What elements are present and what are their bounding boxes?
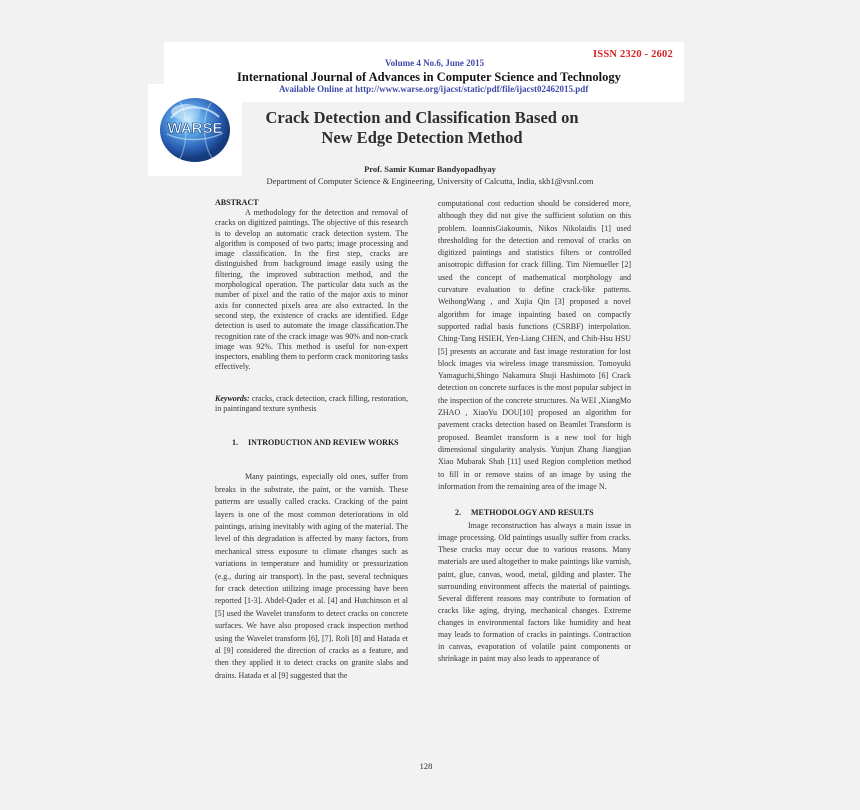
online-availability-link[interactable]: Available Online at http://www.warse.org/ijacst/static/pdf/file/ijacst02462015.pdf <box>279 84 589 94</box>
author-affiliation: Department of Computer Science & Engineering, University of Calcutta, India, skb1@vsnl.com <box>266 176 594 186</box>
introduction-text: Many paintings, especially old ones, suffer from breaks in the substrate, the paint, or the varnish. These patterns are usually called cracks. Cracking of the paint layers is one of the most common deteriorations in old paintings, arising inevitably with aging of the material. The level of this degradation is affected by many factors, from mechanical stress exposure to climate changes such as variations in temperature and humidity or pressurization (e.g., during air transport). In the past, several techniques for crack detection utilizing image processing have been reported [1-3]. Abdel-Qader et al. [4] and Hutchinson et al [5] used the Wavelet transform to detect cracks on concrete surfaces. We have also proposed crack inspection method using the Wavelet transform [6], [7]. Roli [8] and Hatada et al [9] considered the direction of cracks as a feature, and then they applied it to detect cracks on granite slabs and drains. Hatada et al [9] suggested that the <box>215 472 408 680</box>
review-continuation-text: computational cost reduction should be considered more, although they did not give the sufficient solution on this problem. IoannisGiakoumis, Nikos Nikolaidis [1] used thresholding for the detection and removal of cracks on digitized paintings and statistics filters or controlled anisotropic diffusion for crack filling. Tim Niemueller [2] used the concept of mathematical morphology and curvature evaluation to define crack-like patterns. WeihongWang , and Xujia Qin [3] proposed a novel algorithm for image inpainting based on compactly supported radial basis functions (CSRBF) interpolation. Ching-Tang HSIEH, Yen-Liang CHEN, and Chih-Hsu HSU [5] presents an accurate and fast image restoration for lost block images via wireless image transmission. Tomoyuki Yamaguchi,Shingo Nakamura Shuji Hashimoto [6] Crack detection on concrete surfaces is the most popular subject in the inspection of the concrete structures. Na WEI ,XiangMo ZHAO , XiaoYu DOU[10] proposed an algorithm for pavement cracks detection based on Beamlet Transform is proposed. Beamlet transform is a new tool for high dimensional singularity analysis. Yunjun Zhang Jiangjian Xiao Mubarak Shah [11] used Region completion method to fill in or remove stains of an image by using the information from the remaining area of the image N. <box>438 199 631 491</box>
left-column <box>215 198 408 690</box>
paper-title <box>262 108 582 148</box>
methodology-section-title: METHODOLOGY AND RESULTS <box>471 508 594 518</box>
page-number: 128 <box>419 761 433 771</box>
right-column <box>438 198 631 673</box>
abstract-text: A methodology for the detection and removal of cracks on digitized paintings. The objective of this research is to develop an automatic crack detection system. The algorithm is composed of two parts; image processing and image classification. In the first step, cracks are distinguished from background image easily using the filtering, the improved subtraction method, and the morphological operation. The particular data such as the number of pixel and the ratio of the major axis to minor axis for connected pixels area are also extracted. In the second step, the existence of cracks are identified. Edge detection is used to automate the image classification.The recognition rate of the crack image was 90% and non-crack image was 92%. This method is useful for non-expert inspectors, enabling them to perform crack monitoring tasks effectively. <box>215 208 408 372</box>
introduction-section-title: INTRODUCTION AND REVIEW WORKS <box>248 438 399 448</box>
introduction-heading <box>232 437 408 448</box>
logo-text: WARSE <box>167 120 223 137</box>
volume-issue: Volume 4 No.6, June 2015 <box>385 58 485 68</box>
issn-label: ISSN 2320 - 2602 <box>593 49 673 60</box>
abstract-heading: ABSTRACT <box>215 198 259 207</box>
journal-title: International Journal of Advances in Computer Science and Technology <box>237 70 621 84</box>
author-name: Prof. Samir Kumar Bandyopadhyay <box>364 164 496 174</box>
introduction-section-number: 1. <box>232 438 238 448</box>
paper-title-line-2: New Edge Detection Method <box>321 128 523 147</box>
methodology-heading <box>455 507 631 518</box>
methodology-text: Image reconstruction has always a main issue in image processing. Old paintings usually suffer from cracks. These cracks may occur due to various reasons. Many materials are used altogether to make paintings like varnish, paint, glue, canvas, wood, metal, gilding and plaster. The surrounding environment affects the material of paintings. Several different reasons may contribute to formation of cracks like aging, drying, mechanical changes. Extreme changes in environmental factors like humidity and heat may leads to formation of cracks in paintings. Contraction in canvas, evaporation of volatile paint components or shrinkage in paint may also leads to appearance of <box>438 521 631 664</box>
keywords-paragraph <box>215 394 408 415</box>
warse-logo <box>157 94 233 166</box>
keywords-text: cracks, crack detection, crack filling, restoration, in paintingand texture synthesis <box>215 393 408 414</box>
methodology-section-number: 2. <box>455 508 461 518</box>
keywords-label: Keywords: <box>215 393 250 403</box>
paper-title-line-1: Crack Detection and Classification Based on <box>265 108 579 127</box>
